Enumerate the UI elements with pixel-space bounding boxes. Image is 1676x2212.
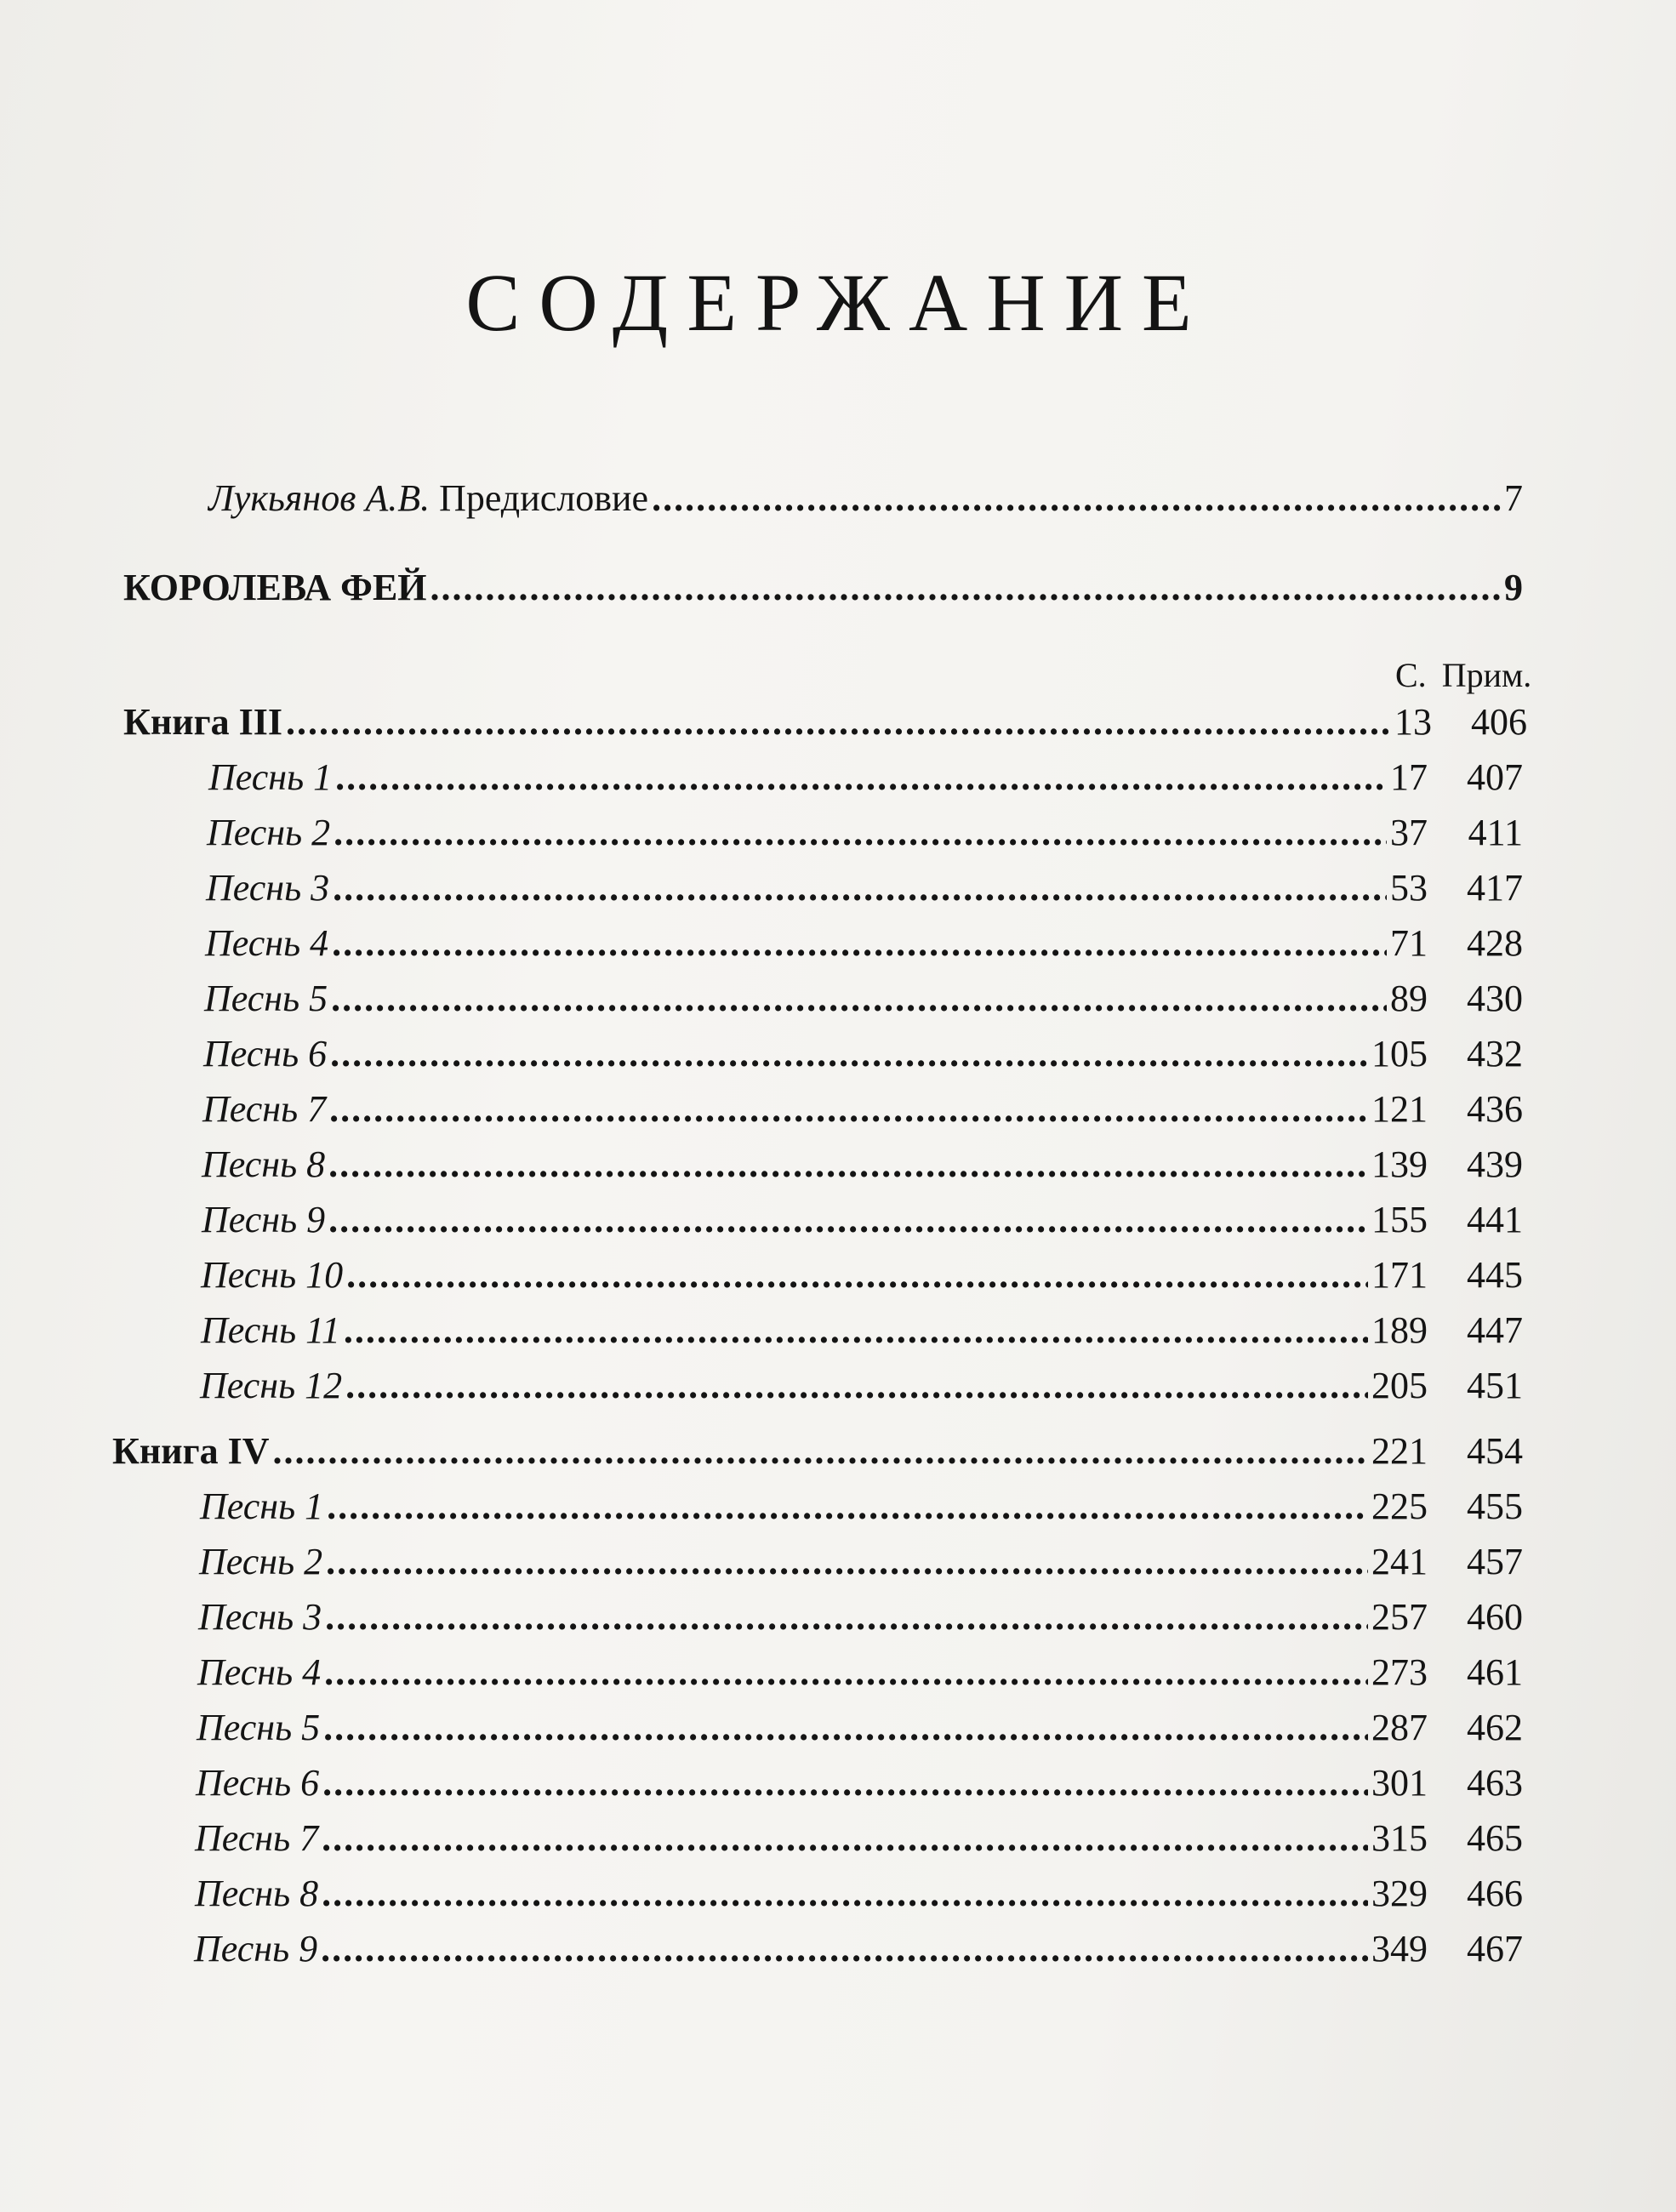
toc-entry-canto[interactable] [208, 755, 1523, 799]
dot-leader [325, 1595, 1368, 1639]
notes-page-number: 417 [1467, 867, 1523, 909]
notes-page-number: 441 [1467, 1199, 1523, 1240]
page-number: 155 [1371, 1199, 1428, 1240]
page-number: 301 [1371, 1762, 1428, 1804]
notes-page-number: 466 [1467, 1873, 1523, 1914]
canto-title: Песнь 5 [197, 1707, 321, 1748]
page-number: 17 [1390, 756, 1428, 798]
notes-page-number: 455 [1467, 1485, 1523, 1527]
page-number: 9 [1504, 567, 1523, 608]
dot-leader [322, 1761, 1368, 1804]
notes-page-number: 461 [1467, 1651, 1523, 1693]
page-number: 257 [1371, 1596, 1428, 1638]
toc-entry-preface[interactable] [208, 476, 1523, 520]
notes-page-number: 451 [1467, 1365, 1523, 1406]
notes-page-number: 454 [1467, 1430, 1523, 1472]
notes-page-number: 428 [1467, 922, 1523, 964]
dot-leader [346, 1253, 1368, 1297]
toc-entry-canto[interactable] [195, 1816, 1523, 1860]
book-title: Книга III [123, 701, 282, 743]
dot-leader [321, 1927, 1368, 1970]
canto-title: Песнь 10 [201, 1254, 344, 1296]
notes-page-number: 407 [1467, 756, 1523, 798]
page-number: 273 [1371, 1651, 1428, 1693]
page-number: 105 [1371, 1033, 1428, 1075]
page-number: 71 [1390, 922, 1428, 964]
canto-title: Песнь 2 [199, 1541, 323, 1582]
notes-page-number: 447 [1467, 1309, 1523, 1351]
dot-leader [273, 1429, 1369, 1473]
toc-entry-canto[interactable] [203, 1032, 1523, 1075]
canto-title: Песнь 1 [208, 756, 333, 798]
toc-entry-canto[interactable] [202, 1143, 1523, 1186]
dot-leader [330, 1032, 1368, 1075]
dot-leader [329, 1087, 1368, 1131]
page-number: 349 [1371, 1928, 1428, 1970]
canto-title: Песнь 11 [201, 1309, 340, 1351]
page-number: 13 [1394, 701, 1432, 743]
page-number: 89 [1390, 978, 1428, 1019]
canto-title: Песнь 9 [202, 1199, 326, 1240]
canto-title: Песнь 8 [195, 1873, 319, 1914]
toc-entry-canto[interactable] [201, 1308, 1523, 1352]
notes-page-number: 406 [1471, 701, 1527, 743]
notes-page-number: 465 [1467, 1817, 1523, 1859]
toc-entry-canto[interactable] [199, 1540, 1523, 1583]
canto-title: Песнь 4 [205, 922, 329, 964]
dot-leader [322, 1872, 1368, 1915]
canto-title: Песнь 5 [204, 978, 328, 1019]
notes-page-number: 463 [1467, 1762, 1523, 1804]
dot-leader [328, 1198, 1368, 1241]
toc-entry-canto[interactable] [202, 1198, 1523, 1241]
page-number: 205 [1371, 1365, 1428, 1406]
dot-leader [345, 1364, 1368, 1407]
toc-entry-canto[interactable] [200, 1364, 1523, 1407]
dot-leader [326, 1540, 1368, 1583]
toc-entry-canto[interactable] [198, 1595, 1523, 1639]
dot-leader [327, 1485, 1368, 1528]
toc-entry-canto[interactable] [195, 1872, 1523, 1915]
toc-entry-canto[interactable] [201, 1253, 1523, 1297]
toc-entry-canto[interactable] [204, 977, 1523, 1020]
dot-leader [332, 921, 1387, 965]
page-number: 121 [1371, 1088, 1428, 1130]
canto-title: Песнь 4 [197, 1651, 322, 1693]
dot-leader [324, 1650, 1368, 1694]
dot-leader [323, 1706, 1368, 1749]
toc-entry-part[interactable] [123, 566, 1523, 609]
canto-title: Песнь 1 [200, 1485, 324, 1527]
canto-title: Песнь 2 [207, 812, 331, 853]
dot-leader [328, 1143, 1368, 1186]
toc-entry-canto[interactable] [207, 811, 1523, 854]
canto-title: Песнь 3 [206, 867, 330, 909]
page-number: 329 [1371, 1873, 1428, 1914]
toc-entry-label [208, 476, 648, 520]
canto-title: Песнь 7 [202, 1088, 327, 1130]
toc-entry-canto[interactable] [206, 866, 1523, 909]
canto-title: Песнь 8 [202, 1143, 326, 1185]
toc-entry-canto[interactable] [202, 1087, 1523, 1131]
notes-page-number: 460 [1467, 1596, 1523, 1638]
canto-title: Песнь 12 [200, 1365, 343, 1406]
page-number: 189 [1371, 1309, 1428, 1351]
dot-leader [333, 866, 1387, 909]
preface-title: Предисловие [439, 477, 649, 519]
page-number: 225 [1371, 1485, 1428, 1527]
dot-leader [331, 977, 1387, 1020]
canto-title: Песнь 3 [198, 1596, 322, 1638]
dot-leader [333, 811, 1387, 854]
dot-leader [652, 476, 1501, 520]
page-number: 287 [1371, 1707, 1428, 1748]
canto-title: Песнь 7 [195, 1817, 319, 1859]
notes-page-number: 467 [1467, 1928, 1523, 1970]
page-number: 7 [1504, 477, 1523, 519]
book-title: Книга IV [112, 1430, 270, 1472]
notes-page-number: 457 [1467, 1541, 1523, 1582]
toc-entry-book[interactable] [123, 700, 1527, 744]
page-number: 241 [1371, 1541, 1428, 1582]
page-number: 171 [1371, 1254, 1428, 1296]
toc-entry-canto[interactable] [197, 1650, 1523, 1694]
preface-author: Лукьянов А.В. [208, 477, 430, 519]
toc-entry-book[interactable] [112, 1429, 1523, 1473]
page-number: 315 [1371, 1817, 1428, 1859]
toc-entry-canto[interactable] [194, 1927, 1523, 1970]
notes-page-number: 445 [1467, 1254, 1523, 1296]
page-number: 221 [1371, 1430, 1428, 1472]
page-number: 53 [1390, 867, 1428, 909]
column-heading-page: С. [1395, 656, 1427, 694]
page-title: СОДЕРЖАНИЕ [465, 257, 1211, 348]
dot-leader [430, 566, 1501, 609]
notes-page-number: 430 [1467, 978, 1523, 1019]
dot-leader [344, 1308, 1368, 1352]
notes-page-number: 436 [1467, 1088, 1523, 1130]
notes-page-number: 411 [1468, 812, 1523, 853]
column-headings [1395, 655, 1547, 695]
page-number: 37 [1390, 812, 1428, 853]
notes-page-number: 462 [1467, 1707, 1523, 1748]
canto-title: Песнь 6 [203, 1033, 328, 1075]
toc-entry-canto[interactable] [196, 1761, 1523, 1804]
canto-title: Песнь 9 [194, 1928, 318, 1970]
part-title: КОРОЛЕВА ФЕЙ [123, 567, 427, 608]
dot-leader [335, 755, 1387, 799]
toc-entry-canto[interactable] [197, 1706, 1523, 1749]
page-number: 139 [1371, 1143, 1428, 1185]
notes-page-number: 432 [1467, 1033, 1523, 1075]
column-heading-notes: Прим. [1441, 656, 1532, 694]
toc-entry-canto[interactable] [200, 1485, 1523, 1528]
notes-page-number: 439 [1467, 1143, 1523, 1185]
dot-leader [286, 700, 1391, 744]
toc-entry-canto[interactable] [205, 921, 1523, 965]
dot-leader [322, 1816, 1368, 1860]
canto-title: Песнь 6 [196, 1762, 320, 1804]
